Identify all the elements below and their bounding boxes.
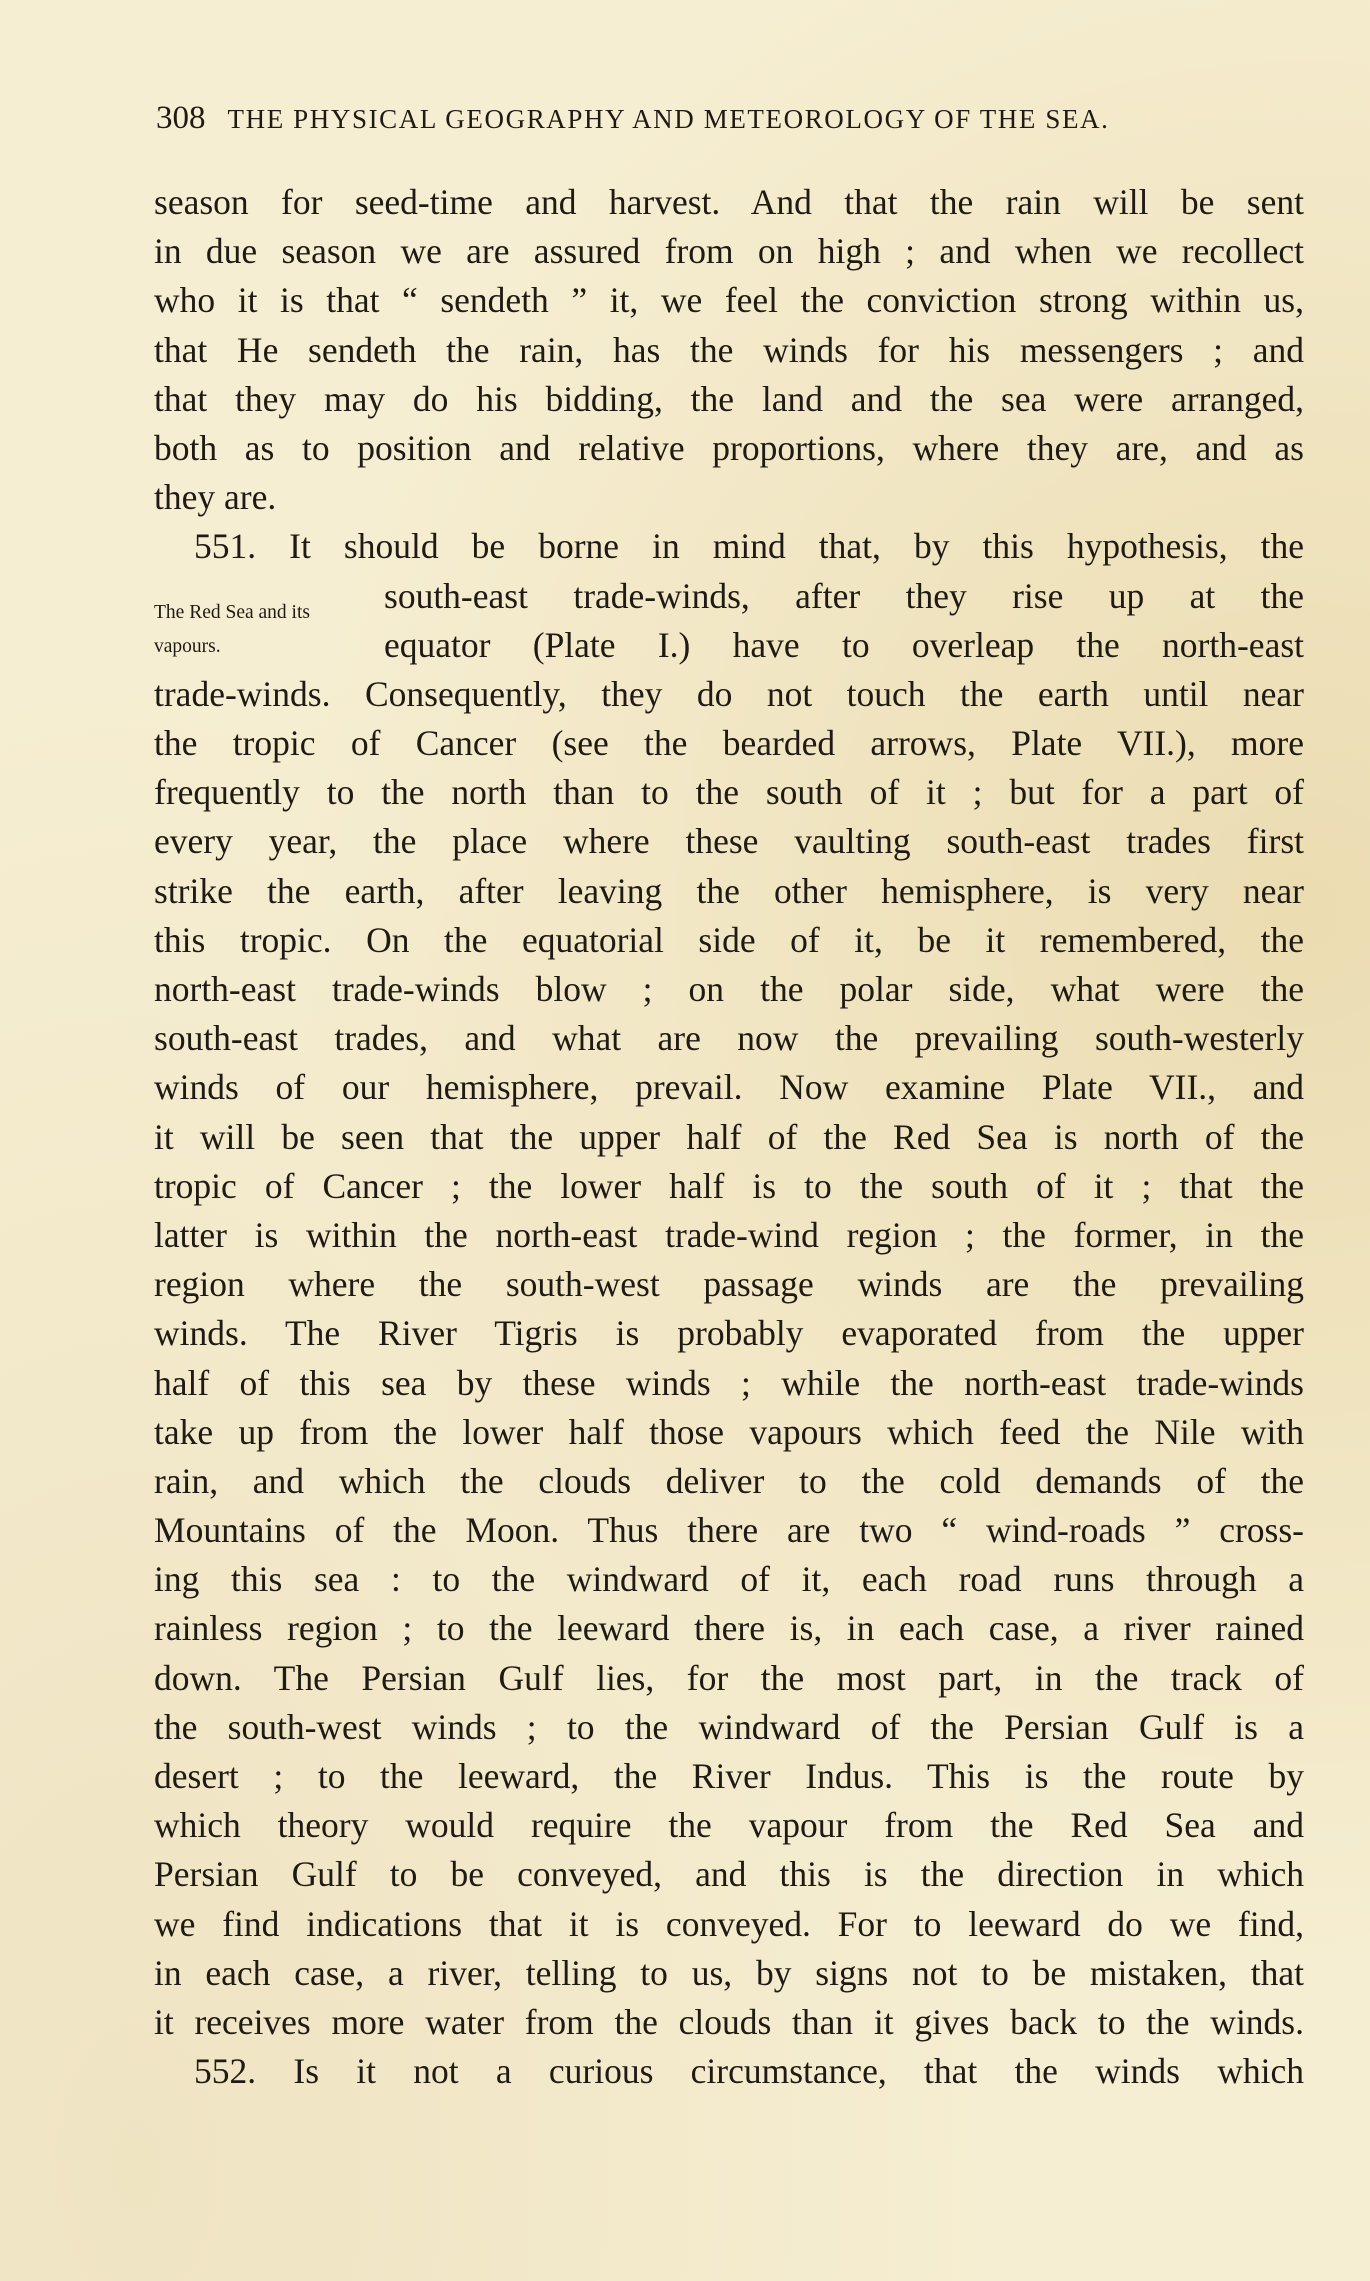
text-line: every year, the place where these vaulting south-east trades first (154, 821, 1304, 862)
text-line: the south-west winds ; to the windward of the Persian Gulf is a (154, 1706, 1304, 1747)
text-line: it will be seen that the upper half of the Red Sea is north of the (154, 1116, 1304, 1157)
text-line: that they may do his bidding, the land and the sea were arranged, (154, 378, 1304, 419)
text-line: winds of our hemisphere, prevail. Now examine Plate VII., and (154, 1067, 1304, 1108)
text-line: it receives more water from the clouds than it gives back to the winds. (154, 2001, 1304, 2042)
text-line: season for seed-time and harvest. And that the rain will be sent (154, 182, 1304, 222)
text-line: ing this sea : to the windward of it, each road runs through a (154, 1559, 1304, 1600)
text-line: rain, and which the clouds deliver to the cold demands of the (154, 1460, 1304, 1501)
text-line: the tropic of Cancer (see the bearded arrows, Plate VII.), more (154, 723, 1304, 764)
text-line: frequently to the north than to the south of it ; but for a part of (154, 772, 1304, 813)
text-line: region where the south-west passage winds are the prevailing (154, 1264, 1304, 1305)
text-line: in each case, a river, telling to us, by signs not to be mistaken, that (154, 1952, 1304, 1993)
running-head (156, 100, 1246, 152)
text-line: tropic of Cancer ; the lower half is to the south of it ; that the (154, 1165, 1304, 1206)
text-line: take up from the lower half those vapours which feed the Nile with (154, 1411, 1304, 1452)
paragraph-552-start: 552. Is it not a curious circumstance, that the winds which (194, 2051, 1304, 2092)
text-line: rainless region ; to the leeward there is, in each case, a river rained (154, 1608, 1304, 1649)
text-line: north-east trade-winds blow ; on the polar side, what were the (154, 969, 1304, 1009)
text-line: desert ; to the leeward, the River Indus. This is the route by (154, 1756, 1304, 1796)
text-line: both as to position and relative proportions, where they are, and as (154, 427, 1304, 468)
text-line: south-east trades, and what are now the prevailing south-westerly (154, 1018, 1304, 1059)
text-line: strike the earth, after leaving the other hemisphere, is very near (154, 870, 1304, 911)
text-line: south-east trade-winds, after they rise up at the (384, 575, 1304, 616)
text-line: that He sendeth the rain, has the winds for his messengers ; and (154, 329, 1304, 370)
text-line: half of this sea by these winds ; while the north-east trade-winds (154, 1362, 1304, 1403)
text-line: latter is within the north-east trade-wind region ; the former, in the (154, 1214, 1304, 1255)
text-line: who it is that “ sendeth ” it, we feel the conviction strong within us, (154, 280, 1304, 321)
margin-note-line: vapours. (154, 636, 221, 657)
body-text (154, 178, 1304, 2096)
text-line: they are. (154, 477, 277, 518)
text-line: we find indications that it is conveyed. For to leeward do we find, (154, 1903, 1304, 1944)
page-number: 308 (156, 100, 206, 136)
running-title: THE PHYSICAL GEOGRAPHY AND METEOROLOGY OF THE SEA. (227, 104, 1110, 134)
text-line: down. The Persian Gulf lies, for the most part, in the track of (154, 1657, 1304, 1698)
text-line: in due season we are assured from on high ; and when we recollect (154, 231, 1304, 272)
text-line: Mountains of the Moon. Thus there are two “ wind-roads ” cross- (154, 1510, 1304, 1551)
paragraph-551-start: 551. It should be borne in mind that, by this hypothesis, the (194, 526, 1304, 567)
text-line: which theory would require the vapour from the Red Sea and (154, 1805, 1304, 1846)
text-line: trade-winds. Consequently, they do not touch the earth until near (154, 673, 1304, 714)
text-line: Persian Gulf to be conveyed, and this is the direction in which (154, 1854, 1304, 1895)
margin-note-line: The Red Sea and its (154, 602, 310, 623)
text-line: this tropic. On the equatorial side of it, be it remembered, the (154, 919, 1304, 960)
text-line: equator (Plate I.) have to overleap the north-east (384, 624, 1304, 665)
text-line: winds. The River Tigris is probably evaporated from the upper (154, 1313, 1304, 1354)
